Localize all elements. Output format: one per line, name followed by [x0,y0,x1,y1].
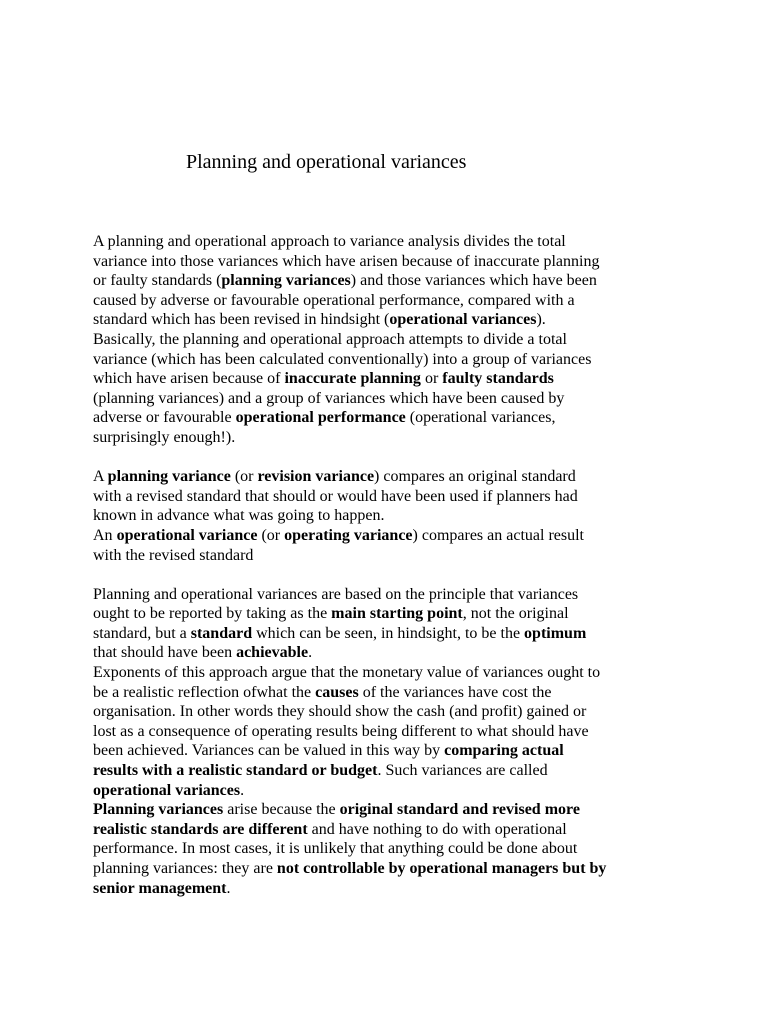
text-run: standard which has been revised in hindsight ( [93,311,390,329]
text-line [93,506,683,526]
text-run: with a revised standard that should or would have been used if planners had [93,487,578,505]
bold-text-run: optimum [524,624,587,642]
text-run: arise because the [223,801,340,819]
bold-text-run: main starting point [331,605,463,623]
text-run: ) compares an actual result [412,526,584,544]
text-run: ought to be reported by taking as the [93,605,332,623]
bold-text-run: operational performance [235,409,406,427]
text-run: which have arisen because of [93,370,285,388]
text-line [93,369,683,389]
bold-text-run: operational variances [389,311,537,329]
bold-text-run: senior management [93,879,227,897]
text-run: variance (which has been calculated conventionally) into a group of variances [93,350,592,368]
text-run: Exponents of this approach argue that the monetary value of variances ought to [93,664,601,682]
text-run: with the revised standard [93,546,254,564]
text-line [93,761,683,781]
text-line [93,487,683,507]
bold-text-run: not controllable by operational managers but by [276,860,607,877]
text-line [93,859,683,879]
text-run: . [226,879,231,897]
text-run: organisation. In other words they should show the cash (and profit) gained or [93,703,587,721]
text-run: standard, but a [93,624,191,642]
text-line [93,879,683,899]
text-run: or [420,370,443,388]
bold-text-run: results with a realistic standard or budget [93,762,378,780]
text-line [93,741,683,761]
text-line [93,291,683,311]
text-run: (planning variances) and a group of variances which have been caused by [93,389,565,407]
text-run: been achieved. Variances can be valued in this way by [93,742,445,760]
bold-text-run: operational variance [116,526,258,544]
text-line [93,546,683,566]
text-line [93,585,683,605]
text-run: ) and those variances which have been [350,272,597,290]
bold-text-run: planning variance [107,468,231,486]
text-line [93,389,683,409]
bold-text-run: standard [190,624,253,642]
bold-text-run: faulty standards [442,370,554,388]
text-run: adverse or favourable [93,409,236,427]
paragraph-gap [93,565,683,585]
text-line [93,350,683,370]
text-line [93,781,683,801]
page-title: Planning and operational variances [186,151,467,173]
text-line [93,643,683,663]
text-run: be a realistic reflection ofwhat the [93,683,316,701]
text-run: Planning and operational variances are based on the principle that variances [93,585,579,603]
text-line [93,800,683,820]
bold-text-run: causes [315,683,359,701]
text-line [93,330,683,350]
bold-text-run: operating variance [284,526,413,544]
text-run: known in advance what was going to happen. [93,507,385,525]
bold-text-run: achievable [236,644,309,662]
text-line [93,310,683,330]
text-line [93,408,683,428]
paragraph-gap [93,448,683,468]
paragraph [93,467,683,565]
text-line [93,428,683,448]
text-line [93,604,683,624]
text-line [93,683,683,703]
text-run: (or [230,468,258,486]
bold-text-run: original standard and revised more [339,801,580,819]
text-line [93,663,683,683]
bold-text-run: operational variances [93,781,241,799]
text-line [93,820,683,840]
text-line [93,271,683,291]
text-line [93,702,683,722]
text-line [93,839,683,859]
text-line [93,624,683,644]
bold-text-run: planning variances [221,272,351,290]
paragraph [93,585,683,899]
text-run: . [240,781,245,799]
bold-text-run: revision variance [257,468,375,486]
text-run: that should have been [93,644,237,662]
text-run: performance. In most cases, it is unlikely that anything could be done about [93,840,578,858]
bold-text-run: comparing actual [444,742,564,760]
bold-text-run: realistic standards are different [93,820,308,838]
text-line [93,232,683,252]
text-line [93,722,683,742]
text-line [93,526,683,546]
text-run: ) compares an original standard [374,468,576,486]
text-run: of the variances have cost the [358,683,552,701]
text-run: variance into those variances which have arisen because of inaccurate planning [93,252,600,270]
text-run: A [93,468,108,486]
body-text [93,232,683,898]
text-run: caused by adverse or favourable operational performance, compared with a [93,291,575,309]
bold-text-run: inaccurate planning [284,370,421,388]
text-run: A planning and operational approach to variance analysis divides the total [93,233,566,250]
text-line [93,467,683,487]
text-run: Basically, the planning and operational approach attempts to divide a total [93,330,567,348]
text-run: surprisingly enough!). [93,428,236,446]
text-run: (operational variances, [405,409,556,427]
bold-text-run: Planning variances [93,801,224,819]
text-line [93,252,683,272]
text-run: . Such variances are called [377,762,548,780]
text-run: which can be seen, in hindsight, to be the [252,624,525,642]
text-run: . [308,644,313,662]
text-run: lost as a consequence of operating results being different to what should have [93,722,589,740]
text-run: An [93,526,117,544]
text-run: and have nothing to do with operational [307,820,567,838]
text-run: (or [257,526,285,544]
text-run: or faulty standards ( [93,272,222,290]
paragraph [93,232,683,448]
text-run: planning variances: they are [93,860,277,877]
text-run: , not the original [462,605,569,623]
text-run: ). [536,311,546,329]
